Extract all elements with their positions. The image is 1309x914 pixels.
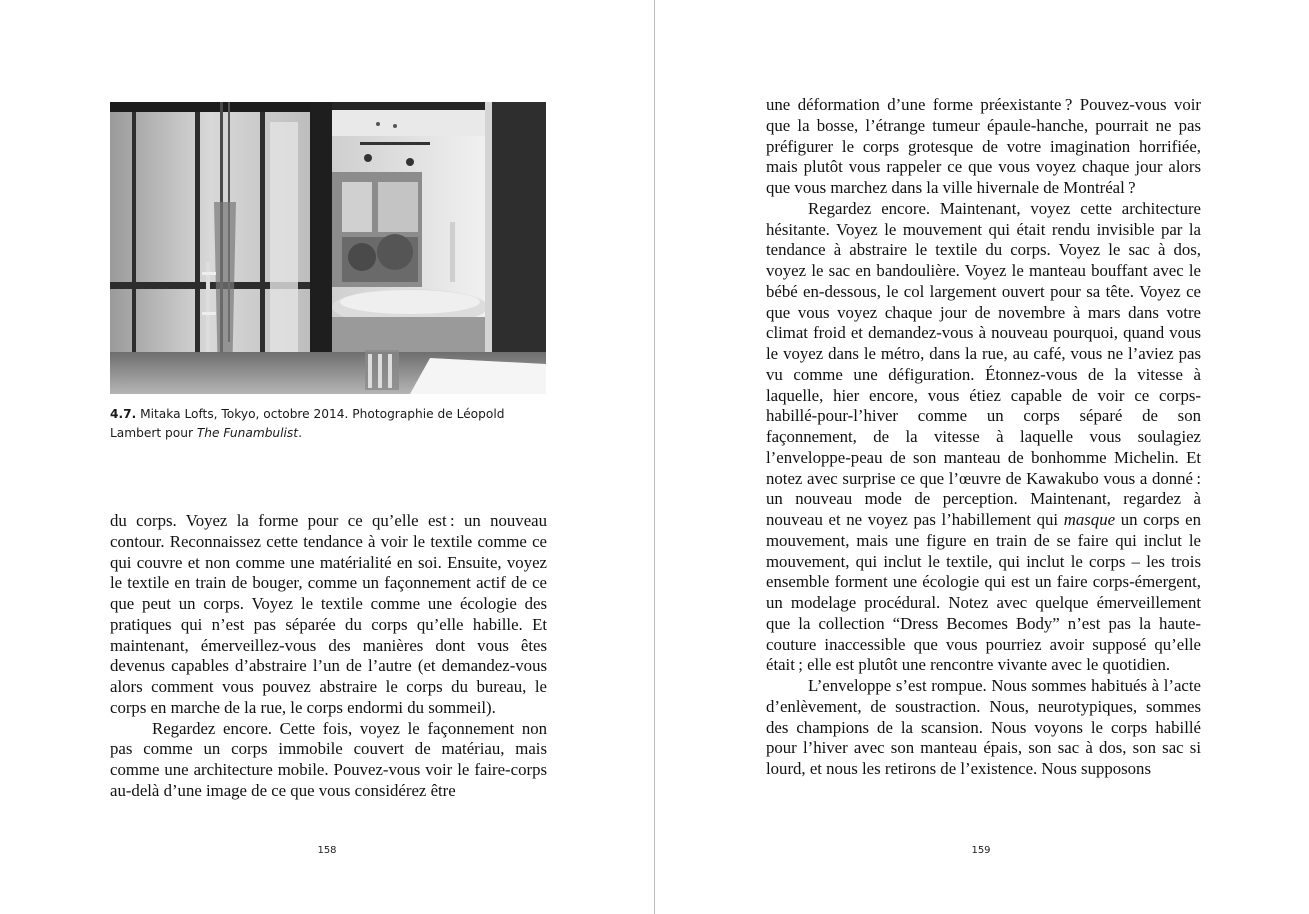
page-number: 159 (971, 845, 991, 856)
paragraph-text: un corps en mouvement, mais une figure en train de se faire qui inclut le mouvement, qui inclut le textile, qui inclut le corps – les trois ensemble forment une écologie qui est un faire corps-émergent, un modelage procédural. Notez avec quelque émerveillement que la collection “Dress Becomes Body” n’est pas la haute-couture inaccessible que vous pourriez avoir supposé qu’elle était ; elle est plutôt une rencontre vivante avec le quotidien. (766, 510, 1201, 675)
figure-caption (110, 405, 550, 443)
paragraph: Regardez encore. Cette fois, voyez le façonnement non pas comme un corps immobile couvert de matériau, mais comme une architecture mobile. Pouvez-vous voir le faire-corps au-delà d’une image de ce que vous considérez être (110, 718, 547, 800)
right-body-text (766, 95, 1201, 780)
paragraph: du corps. Voyez la forme pour ce qu’elle est : un nouveau contour. Reconnaissez cette tendance à voir le textile comme ce qui couvre et non comme une matérialité en soi. Ensuite, voyez le textile en train de bouger, comme un façonnement actif de ce que peut un corps. Voyez le textile comme une écologie des pratiques qui n’est pas séparée du corps qu’elle habille. Et maintenant, émerveillez-vous des manières dont vous êtes devenus capables d’abstraire l’un de l’autre (et demandez-vous alors comment vous pouvez abstraire le corps du bureau, le corps en marche de la rue, le corps endormi du sommeil). (110, 511, 547, 717)
right-page (655, 0, 1309, 914)
figure-photo-mitaka-lofts (110, 102, 546, 394)
figure-caption-title: The Funambulist (196, 426, 299, 440)
paragraph: L’enveloppe s’est rompue. Nous sommes habitués à l’acte d’enlèvement, de soustraction. Nous, neurotypiques, sommes des champions de la scansion. Nous voyons le corps habillé pour l’hiver avec son manteau épais, son sac à dos, son sac si lourd, et nous les retirons de l’existence. Nous supposons (766, 676, 1201, 778)
emphasis-text: masque (1063, 510, 1116, 529)
figure-caption-text: Mitaka Lofts, Tokyo, octobre 2014. Photographie de Léopold Lambert pour (110, 407, 505, 440)
paragraph (766, 199, 1201, 676)
figure-caption-end: . (298, 426, 302, 440)
left-body-text (110, 511, 547, 802)
paragraph-text: Regardez encore. Maintenant, voyez cette architecture hésitante. Voyez le mouvement qui était rendu invisible par la tendance à abstraire le textile du corps. Voyez le sac à dos, voyez le sac en bandoulière. Voyez le manteau bouffant avec le bébé en-dessous, le col largement ouvert pour sa tête. Voyez ce que vous voyez chaque jour de novembre à mars dans votre climat froid et demandez-vous à nouveau pourquoi, quand vous le voyez dans le métro, dans la rue, au café, vous ne l’aviez pas vu comme une défiguration. Étonnez-vous de la vitesse à laquelle, hier encore, vous étiez capable de voir ce corps-habillé-pour-l’hiver comme un corps séparé de son façonnement, de la vitesse à laquelle vous soulagiez l’enveloppe-peau de son manteau de bonhomme Michelin. Et notez avec surprise ce que l’œuvre de Kawakubo vous a donné : un nouveau mode de perception. Maintenant, regardez à nouveau et ne voyez pas l’habillement qui (766, 198, 1201, 529)
page-number: 158 (317, 845, 337, 856)
figure-number: 4.7. (110, 407, 137, 421)
left-page (0, 0, 654, 914)
paragraph: une déformation d’une forme préexistante ? Pouvez-vous voir que la bosse, l’étrange tumeur épaule-hanche, pourrait ne pas préfigurer le corps grotesque de votre imagination horrifiée, mais plutôt vous rappeler ce que vous voyez chaque jour alors que vous marchez dans la ville hivernale de Montréal ? (766, 95, 1201, 197)
photo-illustration (110, 102, 546, 394)
